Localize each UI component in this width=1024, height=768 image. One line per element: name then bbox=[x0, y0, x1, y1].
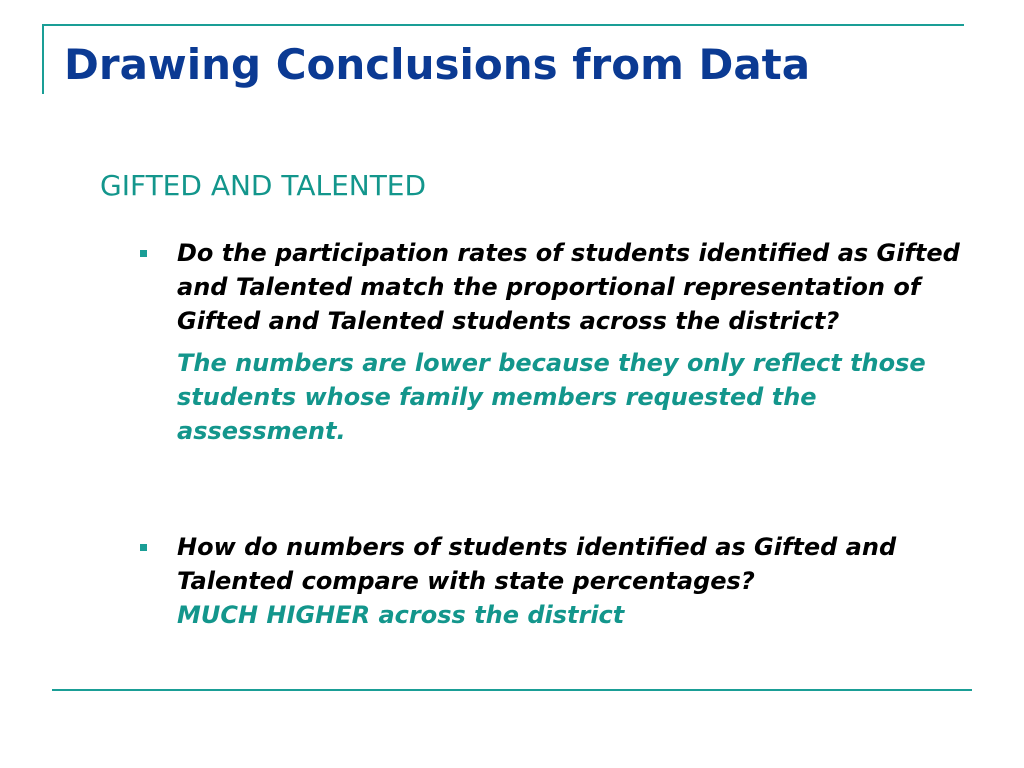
bullet-question-1: Do the participation rates of students identified as Gifted and Talented match the proportional representation of Gifted and Talented students across the district? bbox=[177, 239, 960, 335]
bullet-answer-2: MUCH HIGHER across the district bbox=[177, 601, 625, 629]
bullet-body-2 bbox=[177, 530, 967, 632]
section-heading: GIFTED AND TALENTED bbox=[100, 169, 427, 202]
bullet-body-1 bbox=[177, 236, 967, 448]
square-bullet-icon bbox=[140, 544, 147, 551]
bottom-rule bbox=[52, 689, 972, 691]
bullet-answer-1: The numbers are lower because they only reflect those students whose family members requested the assessment. bbox=[177, 349, 926, 445]
title-frame-top-rule bbox=[42, 24, 964, 26]
square-bullet-icon bbox=[140, 250, 147, 257]
title-frame-left-rule bbox=[42, 24, 44, 94]
slide-title: Drawing Conclusions from Data bbox=[64, 40, 811, 89]
bullet-question-2: How do numbers of students identified as Gifted and Talented compare with state percentages? bbox=[177, 533, 897, 595]
